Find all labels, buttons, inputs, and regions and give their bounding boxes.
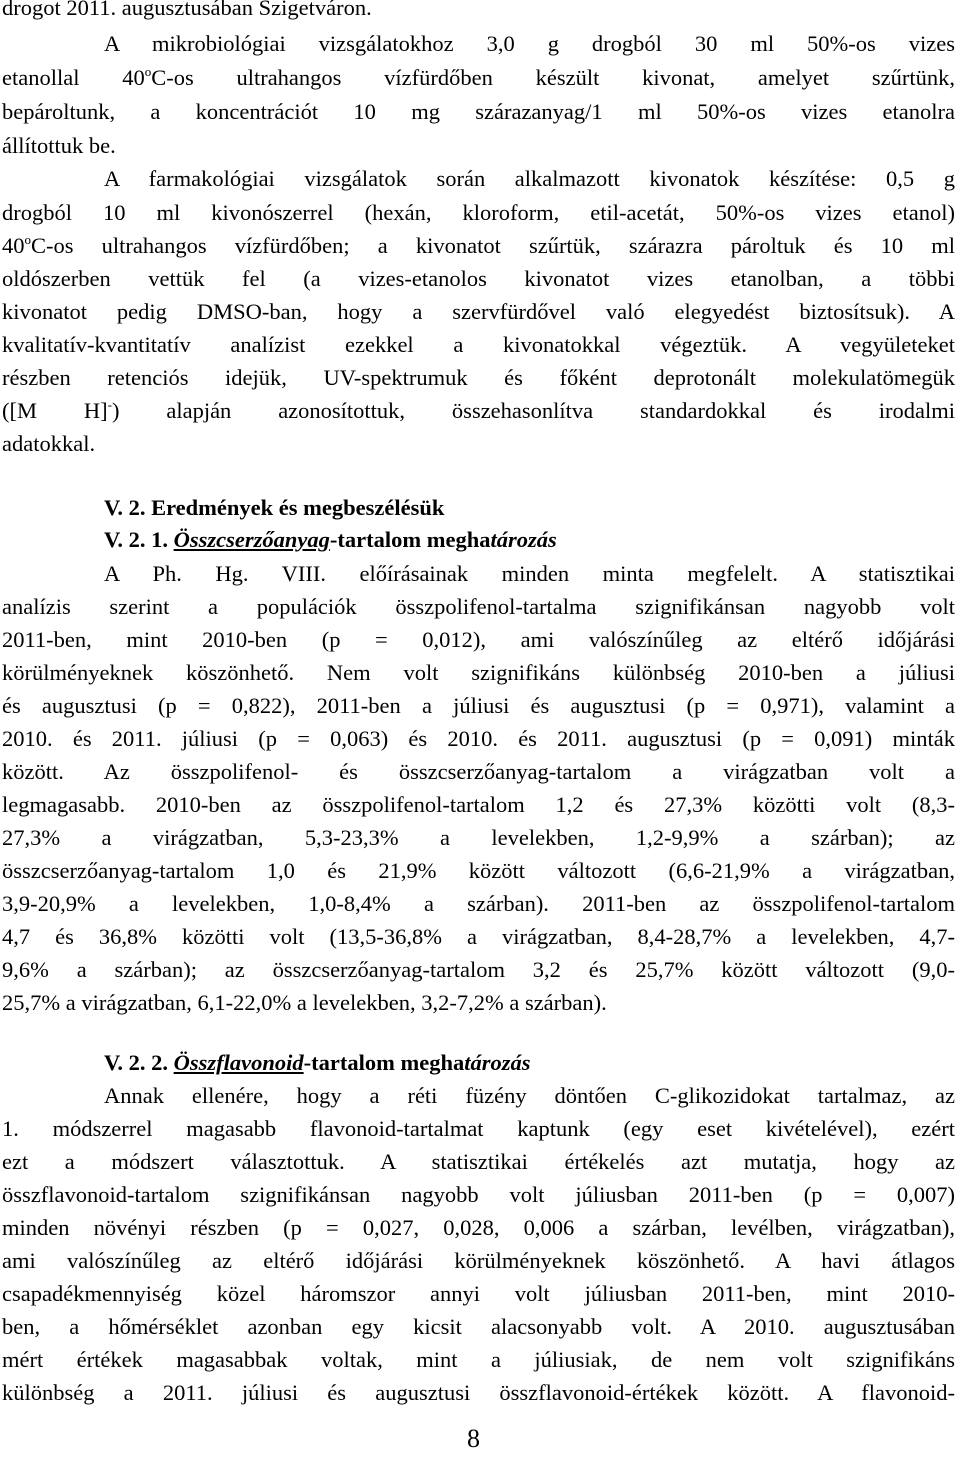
text-line: etanollal 40$^o$C-os ultrahangos vízfürdőben készült kivonat, amelyet szűrtünk, (2, 64, 955, 90)
page-number: 8 (467, 1424, 480, 1453)
text-line: 40$^o$C-os ultrahangos vízfürdőben; a kivonatot szűrtük, szárazra pároltuk és 10 ml (2, 232, 955, 258)
subsection-heading: V. 2. 2. Összflavonoid-tartalom meghatározás (104, 1050, 531, 1075)
text-line: 3,9-20,9% a levelekben, 1,0-8,4% a szárban). 2011-ben az összpolifenol-tartalom (2, 891, 955, 916)
text-line: drogot 2011. augusztusában Szigetváron. (2, 0, 372, 20)
text-line: 2010. és 2011. júliusi (p = 0,063) és 2010. és 2011. augusztusi (p = 0,091) minták (2, 726, 955, 751)
degree-superscript: o (144, 64, 152, 79)
minus-superscript: - (107, 397, 112, 412)
text-line: részben retenciós idejük, UV-spektrumuk és főként deprotonált molekulatömegük (2, 365, 955, 390)
text-line: drogból 10 ml kivonószerrel (hexán, kloroform, etil-acetát, 50%-os vizes etanol) (2, 200, 955, 225)
text-line: Annak ellenére, hogy a réti füzény döntően C-glikozidokat tartalmaz, az (104, 1083, 955, 1108)
degree-superscript: o (24, 232, 31, 247)
text-line: ([M H]-) alapján azonosítottuk, összehasonlítva standardokkal és irodalmi (2, 397, 955, 423)
text-line: ezt a módszert választottuk. A statisztikai értékelés azt mutatja, hogy az (2, 1149, 955, 1174)
text-line: körülményeknek köszönhető. Nem volt szignifikáns különbség 2010-ben a júliusi (2, 660, 955, 685)
text-line: mért értékek magasabbak voltak, mint a júliusiak, de nem volt szignifikáns (2, 1347, 955, 1372)
text-line: analízis szerint a populációk összpolifenol-tartalma szignifikánsan nagyobb volt (2, 594, 955, 619)
text-line: legmagasabb. 2010-ben az összpolifenol-tartalom 1,2 és 27,3% közötti volt (8,3- (2, 792, 955, 817)
text-line: csapadékmennyiség közel háromszor annyi volt júliusban 2011-ben, mint 2010- (2, 1281, 955, 1306)
text-line: 1. módszerrel magasabb flavonoid-tartalmat kaptunk (egy eset kivételével), ezért (2, 1116, 955, 1141)
text-line: 9,6% a szárban); az összcserzőanyag-tartalom 3,2 és 25,7% között változott (9,0- (2, 957, 955, 982)
text-line: összflavonoid-tartalom szignifikánsan nagyobb volt júliusban 2011-ben (p = 0,007) (2, 1182, 955, 1207)
text-line: kivonatot pedig DMSO-ban, hogy a szervfürdővel való elegyedést biztosítsuk). A (2, 299, 955, 324)
text-line: különbség a 2011. júliusi és augusztusi összflavonoid-értékek között. A flavonoid- (2, 1380, 955, 1405)
text-line: A Ph. Hg. VIII. előírásainak minden minta megfelelt. A statisztikai (104, 561, 955, 586)
text-line: bepároltunk, a koncentrációt 10 mg szárazanyag/1 ml 50%-os vizes etanolra (2, 99, 955, 124)
text-line: ami valószínűleg az eltérő időjárási körülményeknek köszönhető. A havi átlagos (2, 1248, 955, 1273)
text-line: kvalitatív-kvantitatív analízist ezekkel a kivonatokkal végeztük. A vegyületeket (2, 332, 955, 357)
text-line: minden növényi részben (p = 0,027, 0,028, 0,006 a szárban, levélben, virágzatban), (2, 1215, 955, 1240)
text-line: 27,3% a virágzatban, 5,3-23,3% a levelekben, 1,2-9,9% a szárban); az (2, 825, 955, 850)
subsection-heading: V. 2. 1. Összcserzőanyag-tartalom meghatározás (104, 527, 557, 552)
text-line: és augusztusi (p = 0,822), 2011-ben a júliusi és augusztusi (p = 0,971), valamint a (2, 693, 955, 718)
text-line: összcserzőanyag-tartalom 1,0 és 21,9% között változott (6,6-21,9% a virágzatban, (2, 858, 955, 883)
text-line: oldószerben vettük fel (a vizes-etanolos kivonatot vizes etanolban, a többi (2, 266, 955, 291)
text-line: adatokkal. (2, 431, 96, 456)
text-line: állítottuk be. (2, 133, 116, 158)
text-line: 4,7 és 36,8% közötti volt (13,5-36,8% a virágzatban, 8,4-28,7% a levelekben, 4,7- (2, 924, 955, 949)
text-line: 25,7% a virágzatban, 6,1-22,0% a levelekben, 3,2-7,2% a szárban). (2, 990, 607, 1015)
text-line: A farmakológiai vizsgálatok során alkalmazott kivonatok készítése: 0,5 g (104, 166, 955, 191)
text-line: A mikrobiológiai vizsgálatokhoz 3,0 g drogból 30 ml 50%-os vizes (104, 31, 955, 56)
text-line: 2011-ben, mint 2010-ben (p = 0,012), ami valószínűleg az eltérő időjárási (2, 627, 955, 652)
section-heading: V. 2. Eredmények és megbeszélésük (104, 495, 445, 520)
text-line: között. Az összpolifenol- és összcserzőanyag-tartalom a virágzatban volt a (2, 759, 955, 784)
text-line: ben, a hőmérséklet azonban egy kicsit alacsonyabb volt. A 2010. augusztusában (2, 1314, 955, 1339)
